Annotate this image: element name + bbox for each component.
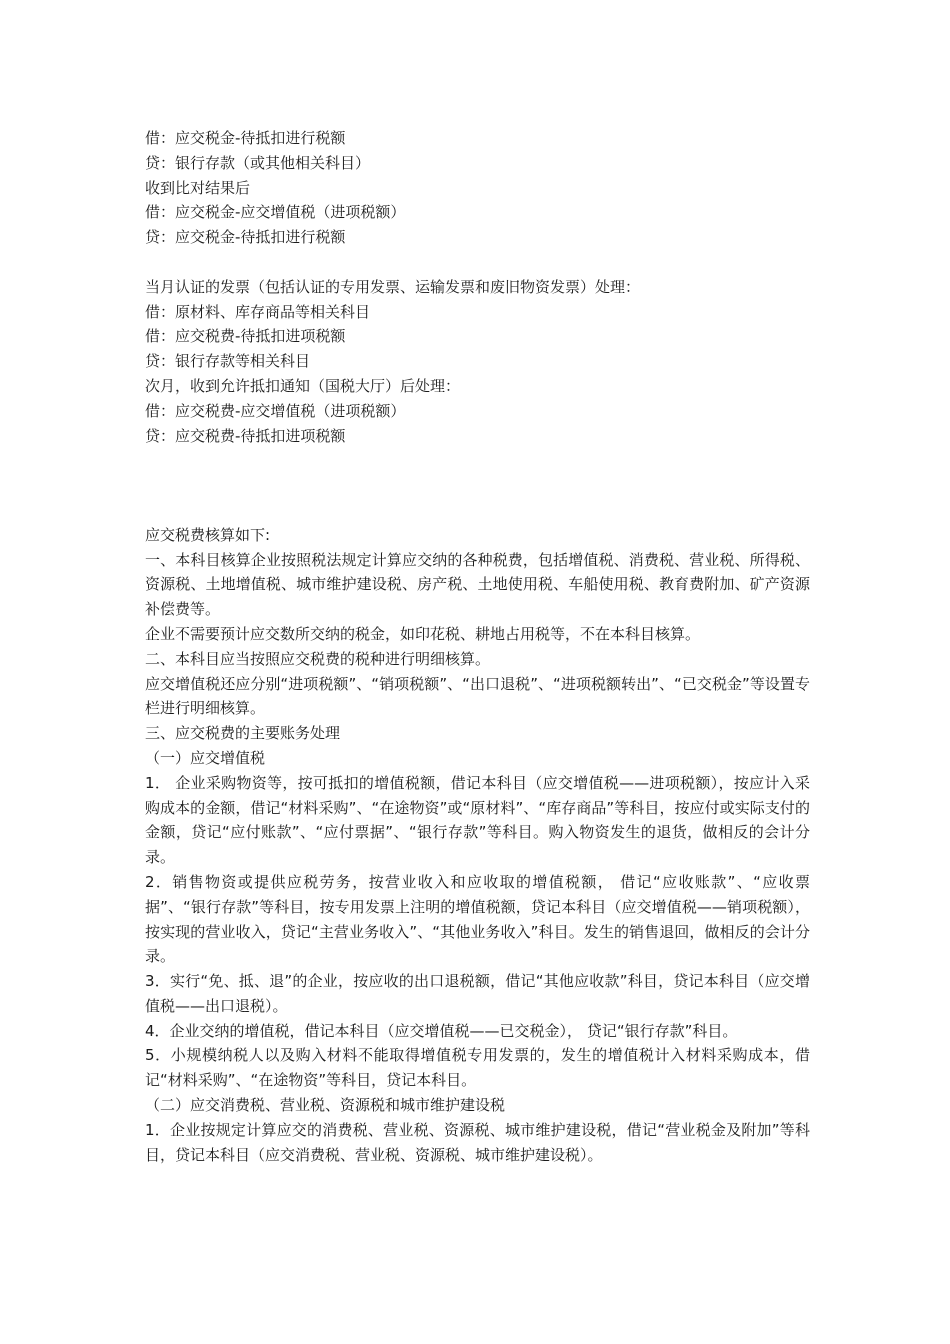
blank-gap (145, 448, 810, 522)
journal-entry-line: 借：应交税费-待抵扣进项税额 (145, 327, 346, 346)
paragraph: 二、本科目应当按照应交税费的税种进行明细核算。 (145, 649, 491, 668)
subsection-heading: （一）应交增值税 (145, 748, 266, 767)
blank-line (145, 250, 810, 275)
paragraph: 企业不需要预计应交数所交纳的税金，如印花税、耕地占用税等，不在本科目核算。 (145, 624, 701, 643)
journal-note-line: 次月，收到允许抵扣通知（国税大厅）后处理： (145, 376, 461, 395)
numbered-paragraph: 1． 企业采购物资等，按可抵扣的增值税额，借记本科目（应交增值税——进项税额），按应计入采购成本的金额，借记“材料采购”、“在途物资”或“原材料”、“库存商品”等科目，按应付或实际支付的金额，贷记“应付账款”、“应付票据”、“银行存款”等科目。购入物资发生的退货，做相反的会计分录。 (145, 773, 810, 867)
subsection-heading: （二）应交消费税、营业税、资源税和城市维护建设税 (145, 1096, 506, 1115)
journal-entry-line: 贷：应交税金-待抵扣进行税额 (145, 228, 346, 247)
numbered-paragraph: 2．销售物资或提供应税劳务，按营业收入和应收取的增值税额， 借记“应收账款”、“应收票据”、“银行存款”等科目，按专用发票上注明的增值税额，贷记本科目（应交增值税——销项税额），按实现的营业收入，贷记“主营业务收入”、“其他业务收入”科目。发生的销售退回，做相反的会计分录。 (145, 872, 810, 966)
journal-entry-line: 贷：银行存款（或其他相关科目） (145, 153, 371, 172)
numbered-paragraph: 1．企业按规定计算应交的消费税、营业税、资源税、城市维护建设税，借记“营业税金及附加”等科目，贷记本科目（应交消费税、营业税、资源税、城市维护建设税）。 (145, 1120, 810, 1164)
section-intro-line: 当月认证的发票（包括认证的专用发票、运输发票和废旧物资发票）处理： (145, 277, 641, 296)
paragraph: 一、本科目核算企业按照税法规定计算应交纳的各种税费，包括增值税、消费税、营业税、所得税、资源税、土地增值税、城市维护建设税、房产税、土地使用税、车船使用税、教育费附加、矿产资源补偿费等。 (145, 550, 810, 619)
numbered-paragraph: 5．小规模纳税人以及购入材料不能取得增值税专用发票的，发生的增值税计入材料采购成本，借记“材料采购”、“在途物资”等科目，贷记本科目。 (145, 1046, 810, 1090)
journal-entry-line: 借：应交税金-应交增值税（进项税额） (145, 203, 406, 222)
numbered-paragraph: 3．实行“免、抵、退”的企业，按应收的出口退税额，借记“其他应收款”科目，贷记本科目（应交增值税——出口退税）。 (145, 972, 810, 1015)
paragraph: 应交增值税还应分别“进项税额”、“销项税额”、“出口退税”、“进项税额转出”、“已交税金”等设置专栏进行明细核算。 (145, 674, 810, 718)
journal-entry-line: 借：原材料、库存商品等相关科目 (145, 302, 371, 321)
journal-entry-line: 贷：银行存款等相关科目 (145, 352, 311, 371)
numbered-paragraph: 4．企业交纳的增值税，借记本科目（应交增值税——已交税金）， 贷记“银行存款”科目。 (145, 1021, 738, 1040)
section-heading: 应交税费核算如下: (145, 525, 271, 544)
journal-entry-line: 借：应交税费-应交增值税（进项税额） (145, 401, 406, 420)
paragraph: 三、应交税费的主要账务处理 (145, 724, 341, 743)
document-body (145, 126, 810, 1167)
journal-entry-line: 借：应交税金-待抵扣进行税额 (145, 129, 346, 147)
journal-note-line: 收到比对结果后 (145, 178, 251, 197)
journal-entry-line: 贷：应交税费-待抵扣进项税额 (145, 426, 346, 445)
